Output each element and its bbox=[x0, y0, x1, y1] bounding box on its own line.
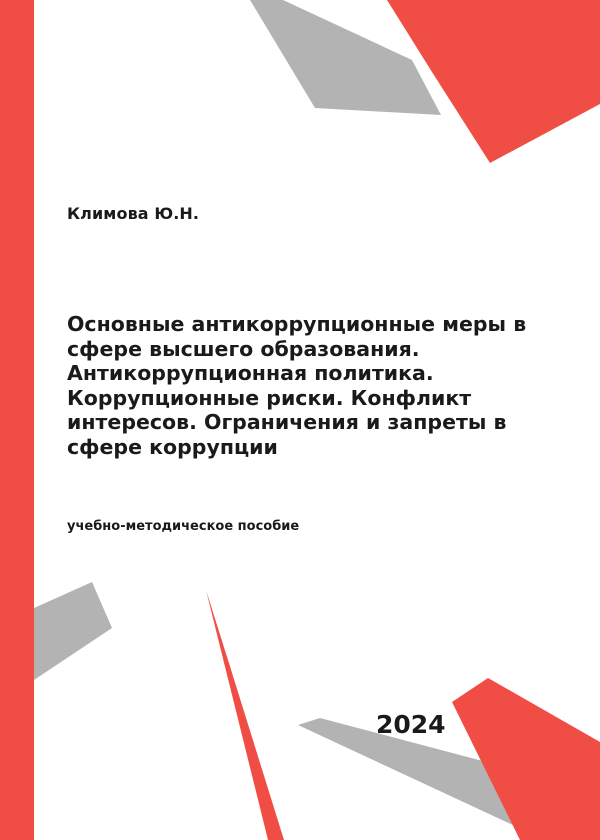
author-name: Климова Ю.Н. bbox=[67, 204, 200, 223]
document-type: учебно-методическое пособие bbox=[67, 519, 300, 534]
book-title: Основные антикоррупционные меры в сфере высшего образования. Антикоррупционная политика. Коррупционные риски. Конфликт интересов. Ограничения и запреты в сфере коррупции bbox=[67, 312, 527, 459]
publication-year: 2024 bbox=[376, 710, 446, 739]
left-red-bar bbox=[0, 0, 34, 840]
deco-gray-shape-left bbox=[34, 582, 112, 680]
